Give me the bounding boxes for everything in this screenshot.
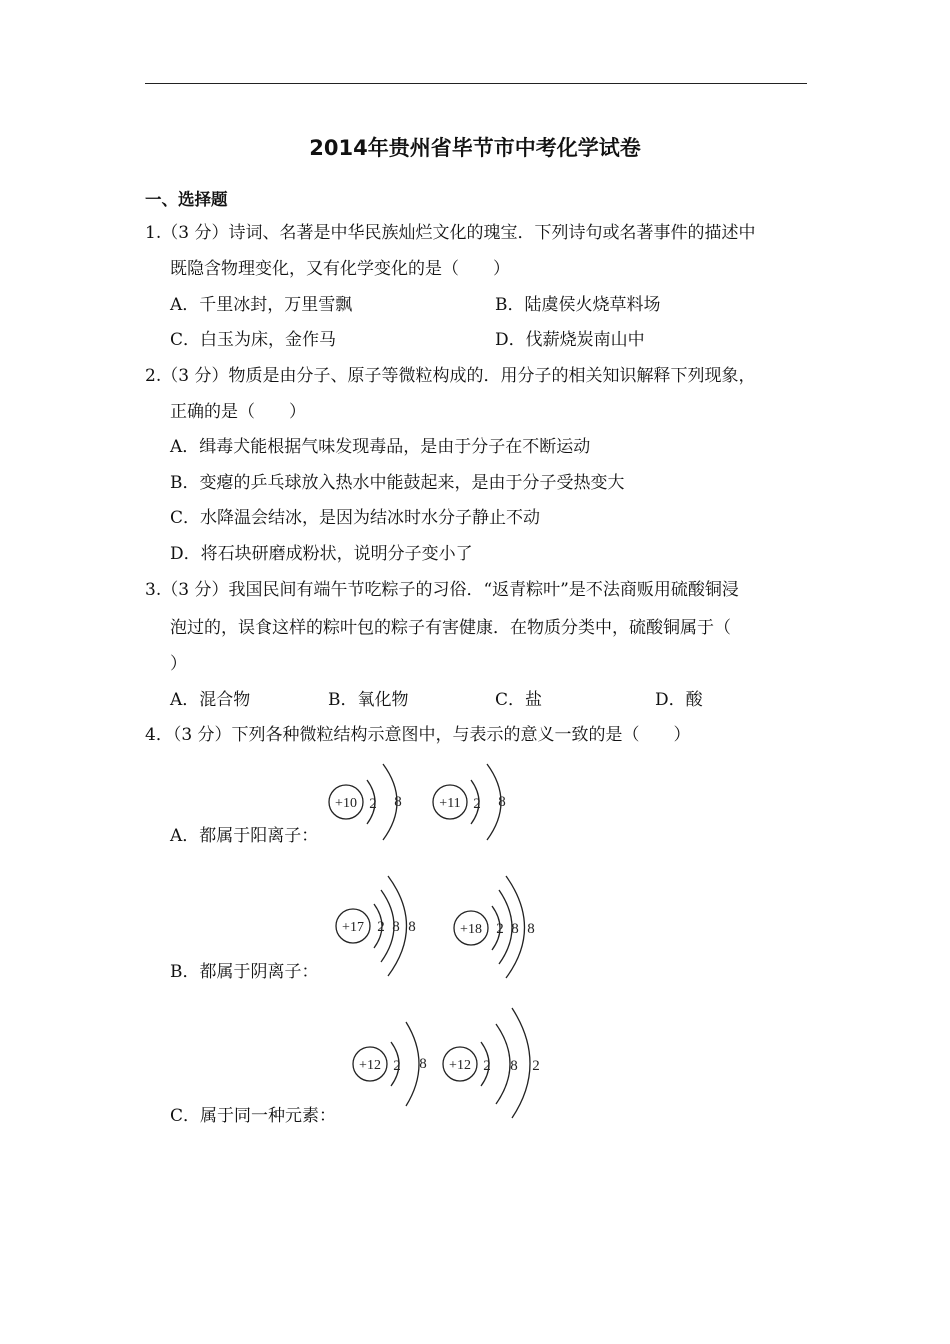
q4-option-b: B．都属于阴离子： bbox=[170, 962, 319, 982]
q4-option-a: A．都属于阳离子： bbox=[170, 826, 319, 846]
q3-stem-line2: 泡过的，误食这样的粽叶包的粽子有害健康．在物质分类中，硫酸铜属于（ bbox=[170, 618, 731, 638]
q4-b-diagram-1 bbox=[333, 870, 443, 982]
q2-option-a: A．缉毒犬能根据气味发现毒品，是由于分子在不断运动 bbox=[170, 437, 591, 457]
section-heading: 一、选择题 bbox=[145, 190, 228, 209]
q4-c2-nucleus: +12 bbox=[449, 1058, 471, 1073]
page-title: 2014年贵州省毕节市中考化学试卷 bbox=[309, 136, 641, 160]
q2-stem-line1: 2.（3 分）物质是由分子、原子等微粒构成的．用分子的相关知识解释下列现象， bbox=[145, 366, 756, 386]
q4-a-diagram-1 bbox=[325, 758, 425, 848]
q4-a1-shell-2: 8 bbox=[394, 794, 402, 810]
q4-option-c: C．属于同一种元素： bbox=[170, 1106, 337, 1126]
q1-option-d: D．伐薪烧炭南山中 bbox=[495, 330, 645, 350]
q4-a2-shell-2: 8 bbox=[498, 794, 506, 810]
q1-option-b: B．陆虞侯火烧草料场 bbox=[495, 295, 661, 315]
q4-a2-nucleus: +11 bbox=[439, 796, 461, 811]
q4-a-diagram-2 bbox=[429, 758, 529, 848]
q2-option-b: B．变瘪的乒乓球放入热水中能鼓起来，是由于分子受热变大 bbox=[170, 473, 625, 493]
q3-option-c: C．盐 bbox=[495, 690, 543, 710]
q4-c1-shell-2: 8 bbox=[419, 1056, 427, 1072]
q4-b-diagram-2 bbox=[451, 870, 561, 982]
q2-option-c: C．水降温会结冰，是因为结冰时水分子静止不动 bbox=[170, 508, 541, 528]
header-rule bbox=[145, 83, 807, 84]
q4-b1-shell-3: 8 bbox=[408, 919, 416, 935]
q4-c1-nucleus: +12 bbox=[359, 1058, 381, 1073]
q1-stem-line1: 1.（3 分）诗词、名著是中华民族灿烂文化的瑰宝．下列诗句或名著事件的描述中 bbox=[145, 223, 756, 243]
q4-b2-shell-1: 2 bbox=[496, 921, 504, 937]
q3-stem-line3: ） bbox=[170, 654, 187, 674]
q4-b2-shell-3: 8 bbox=[527, 921, 535, 937]
q2-option-d: D．将石块研磨成粉状，说明分子变小了 bbox=[170, 544, 473, 564]
q4-a2-shell-1: 2 bbox=[473, 796, 481, 812]
q3-option-a: A．混合物 bbox=[170, 690, 251, 710]
q4-b2-shell-2: 8 bbox=[511, 921, 519, 937]
q4-c2-shell-1: 2 bbox=[483, 1058, 491, 1074]
q4-c2-shell-2: 8 bbox=[510, 1058, 518, 1074]
q4-a1-shell-1: 2 bbox=[369, 796, 377, 812]
q4-c-diagram-1 bbox=[350, 1016, 440, 1110]
q4-b2-nucleus: +18 bbox=[460, 922, 482, 937]
q4-c2-shell-3: 2 bbox=[532, 1058, 540, 1074]
q4-a1-nucleus: +10 bbox=[335, 796, 357, 811]
q2-stem-line2: 正确的是（ ） bbox=[170, 402, 306, 422]
q1-option-c: C．白玉为床，金作马 bbox=[170, 330, 337, 350]
q4-b1-shell-2: 8 bbox=[392, 919, 400, 935]
q3-stem-line1: 3.（3 分）我国民间有端午节吃粽子的习俗．“返青粽叶”是不法商贩用硫酸铜浸 bbox=[145, 580, 739, 600]
q4-b1-shell-1: 2 bbox=[377, 919, 385, 935]
q4-b1-nucleus: +17 bbox=[342, 920, 364, 935]
q3-option-b: B．氧化物 bbox=[328, 690, 409, 710]
q4-c1-shell-1: 2 bbox=[393, 1058, 401, 1074]
q4-c-diagram-2 bbox=[440, 1004, 550, 1122]
q1-option-a: A．千里冰封，万里雪飘 bbox=[170, 295, 353, 315]
q3-option-d: D．酸 bbox=[655, 690, 703, 710]
q1-stem-line2: 既隐含物理变化，又有化学变化的是（ ） bbox=[170, 259, 510, 279]
q4-stem: 4．（3 分）下列各种微粒结构示意图中，与表示的意义一致的是（ ） bbox=[145, 725, 691, 745]
